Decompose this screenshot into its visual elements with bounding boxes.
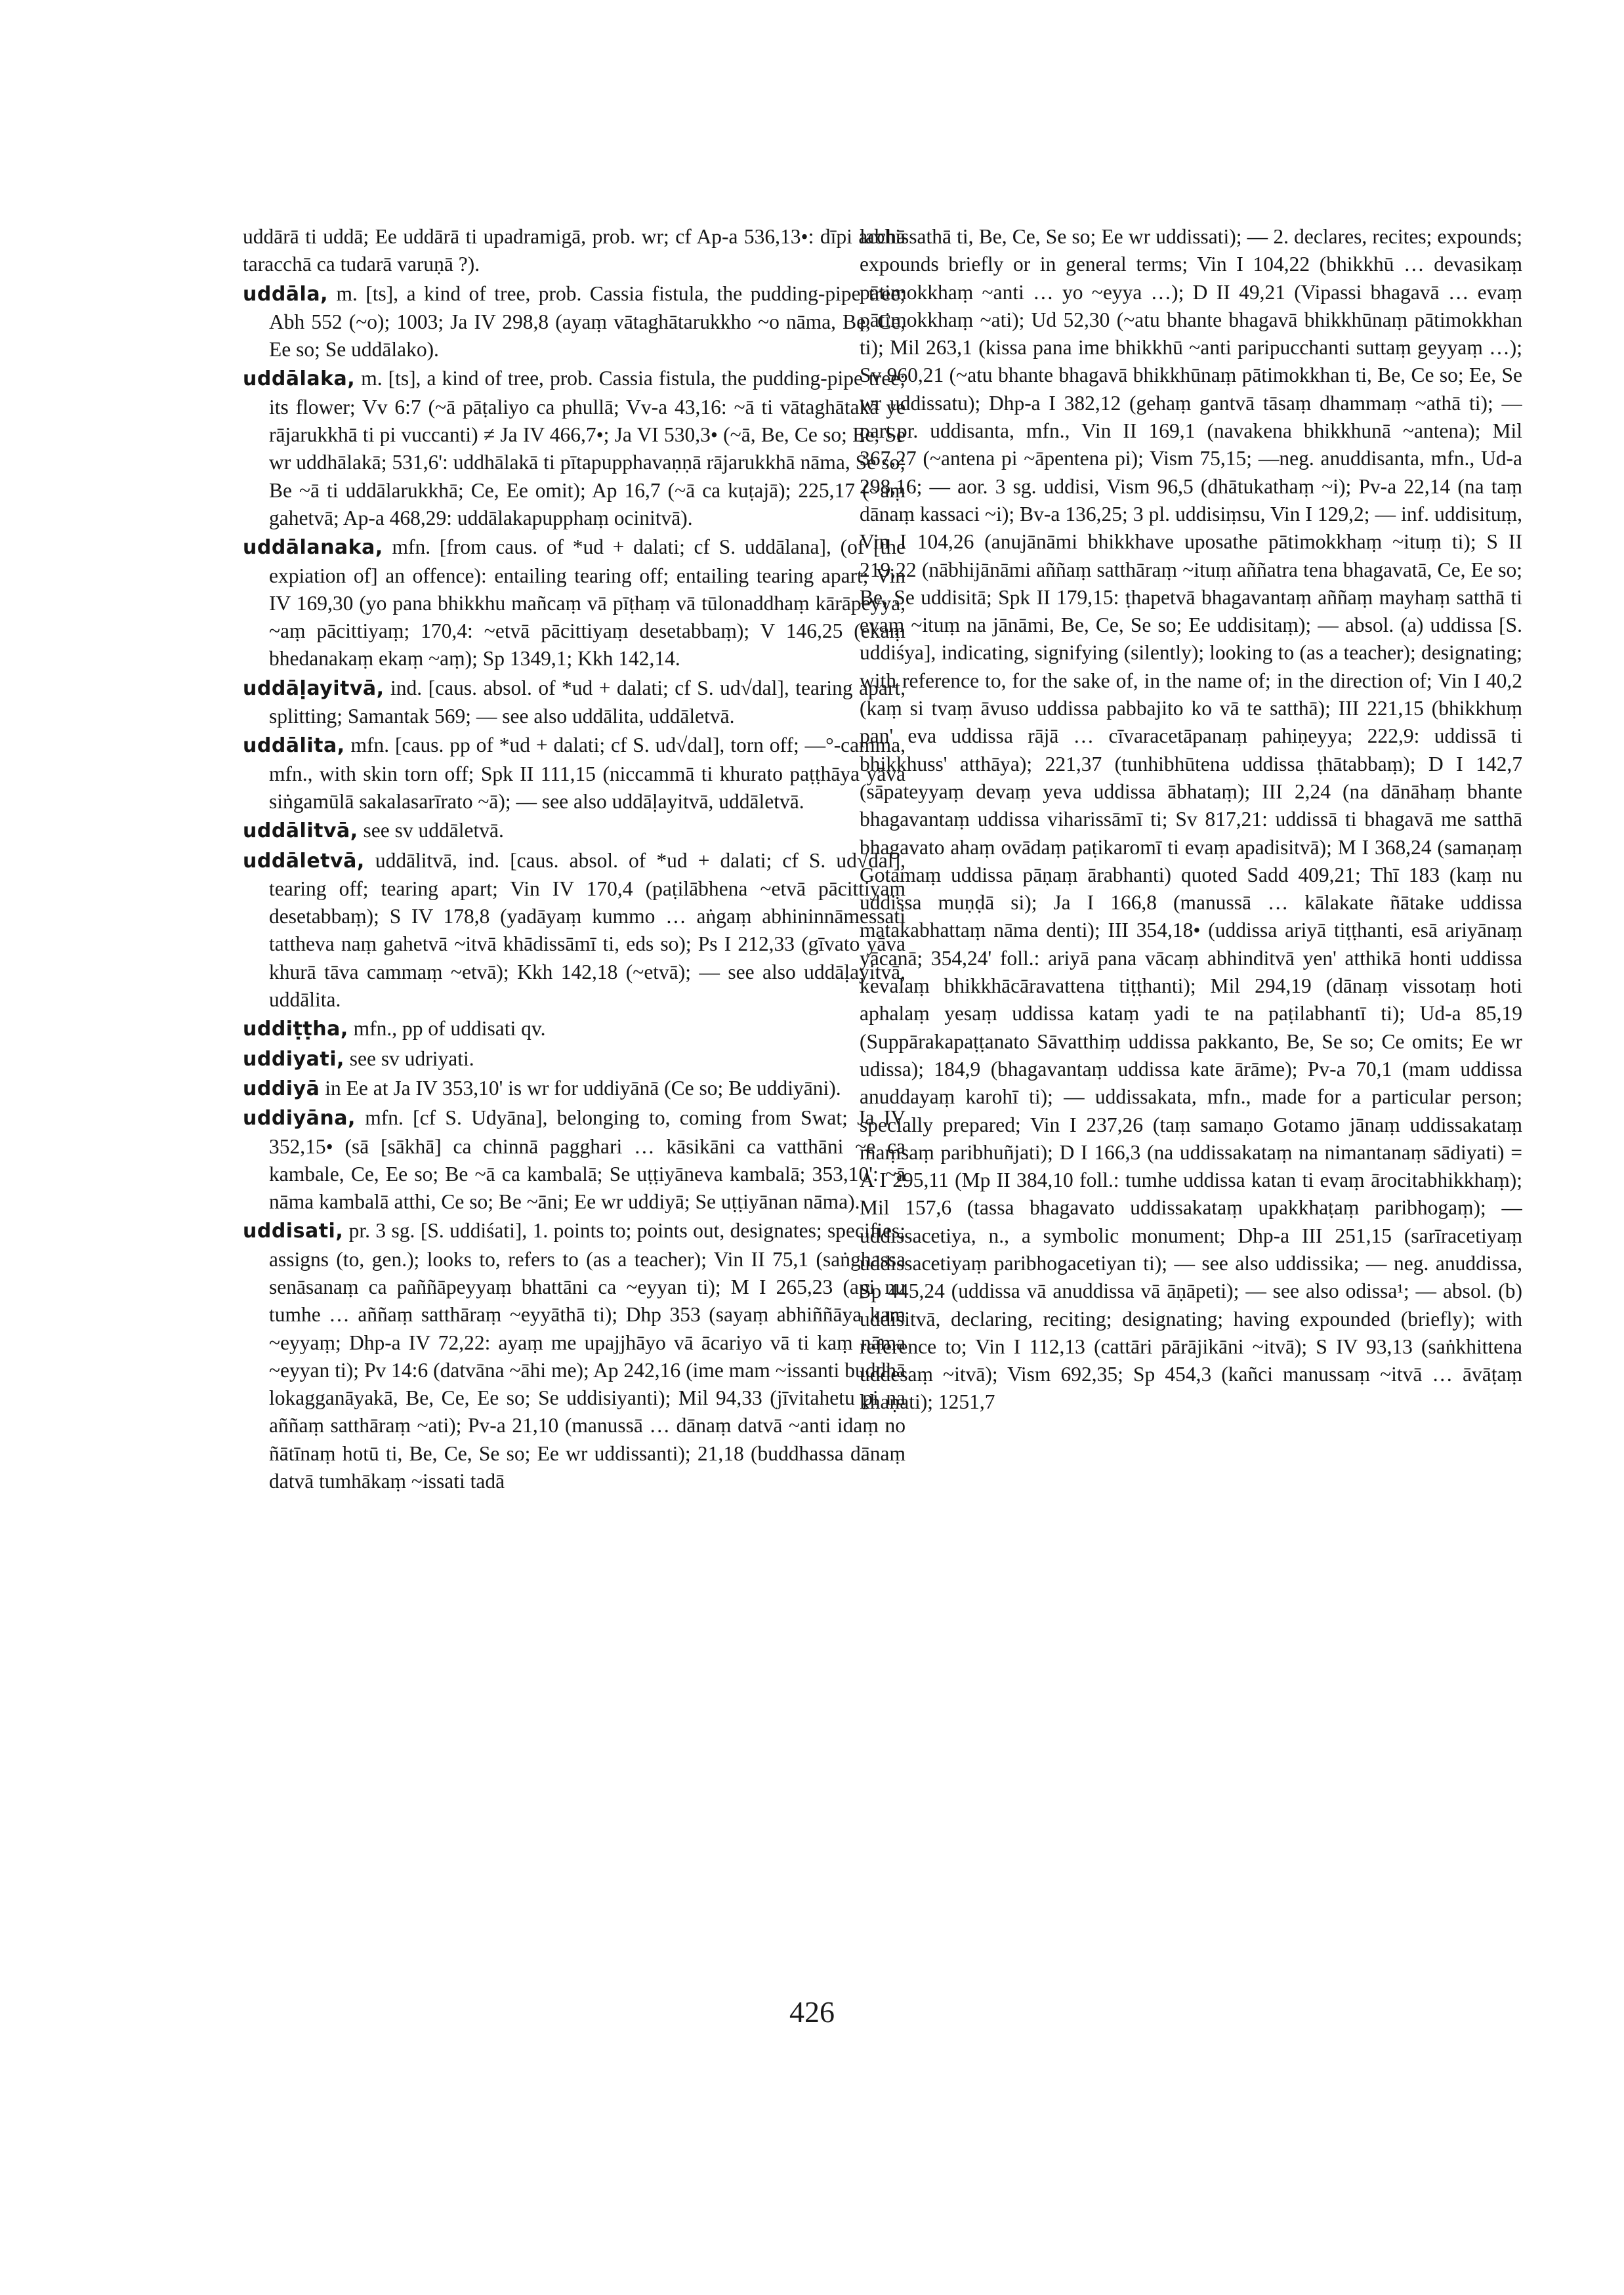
entry-text: mfn. [caus. pp of *ud + dalati; cf S. ud√dal], torn off; —°-camma, mfn., with skin torn off; Spk II 111,15 (niccammā ti khurato paṭṭhāya yāva siṅgamūlā sakalasarīrato ~ā); — see also uddāḷayitvā, uddāletvā. [269, 734, 906, 813]
headword: uddiyāna, [243, 1107, 356, 1130]
headword: uddālanaka, [243, 536, 383, 560]
headword: uddiyati, [243, 1047, 344, 1071]
dictionary-entry [243, 1217, 906, 1495]
entry-text: m. [ts], a kind of tree, prob. Cassia fistula, the pudding-pipe tree; Abh 552 (~o); 1003; Ja IV 298,8 (ayaṃ vātaghātarukkho ~o nāma, Be, Ce, Ee so; Se uddālako). [269, 281, 906, 362]
entry-text: mfn. [cf S. Udyāna], belonging to, coming from Swat; Ja IV 352,15• (sā [sākhā] ca chinnā pagghari … kāsikāni ca vatthāni ~e ca kambale, Ce, Ee so; Be ~ā ca kambalā; Se uṭṭiyāneva kambalā; 353,10': ~ā nāma kambalā atthi, Ce so; Be ~āni; Ee wr uddiyā; Se uṭṭiyānan nāma). [269, 1106, 906, 1214]
page-number: 426 [789, 1995, 835, 2029]
headword: uddiyā [243, 1077, 320, 1100]
dictionary-entry [243, 280, 906, 364]
dictionary-entry [243, 365, 906, 532]
entry-text: m. [ts], a kind of tree, prob. Cassia fistula, the pudding-pipe tree; its flower; Vv 6:7 (~ā pāṭaliyo ca phullā; Vv-a 43,16: ~ā ti vātaghātakā ye rājarukkhā ti pi vuccanti) ≠ Ja IV 466,7•; Ja VI 530,3• (~ā, Be, Ce so; Ee, Se wr uddhālakā; 531,6': uddhālakā ti pītapupphavaṇṇā rājarukkhā nāma, Se so; Be ~ā ti uddālarukkhā; Ce, Ee omit); Ap 16,7 (~ā ca kuṭajā); 225,17 (~aṃ gahetvā; Ap-a 468,29: uddālakapupphaṃ ocinitvā). [269, 367, 906, 529]
headword: uddisati, [243, 1220, 344, 1243]
right-column [860, 223, 1522, 2067]
entry-text: mfn. [from caus. of *ud + dalati; cf S. uddālana], (of [the expiation of] an offence): entailing tearing off; entailing tearing apart; Vin IV 169,30 (yo pana bhikkhu mañcaṃ vā pīṭhaṃ vā tūlonaddhaṃ kārāpeyya, ~aṃ pācittiyaṃ; 170,4: ~etvā pācittiyaṃ desetabbaṃ); V 146,25 (ekaṃ bhedanakaṃ ekaṃ ~aṃ); Sp 1349,1; Kkh 142,14. [269, 535, 906, 671]
entry-text: mfn., pp of uddisati qv. [353, 1017, 546, 1041]
entry-text: ind. [caus. absol. of *ud + dalati; cf S. ud√dal], tearing apart, splitting; Samantak 569; — see also uddālita, uddāletvā. [269, 676, 906, 728]
dictionary-entry [243, 1104, 906, 1216]
dictionary-entry [243, 1045, 906, 1073]
entry-text: pr. 3 sg. [S. uddiśati], 1. points to; points out, designates; specifies; assigns (to, gen.); looks to, refers to (as a teacher); Vin II 75,1 (saṅghassa senāsanaṃ ca paññāpeyyaṃ bhattāni ca ~eyyan ti); M I 265,23 (api nu tumhe … aññaṃ satthāraṃ ~eyyāthā ti); Dhp 353 (sayaṃ abhiññāya kam ~eyyaṃ; Dhp-a IV 72,22: ayaṃ me upajjhāyo vā ācariyo vā ti kaṃ nāma ~eyyan ti); Pv 14:6 (datvāna ~āhi me); Ap 242,16 (ime mam ~issanti buddhā lokagganāyakā, Be, Ce, Ee so; Se uddisiyanti); Mil 94,33 (jīvitahetu pi na aññaṃ satthāraṃ ~ati); Pv-a 21,10 (manussā … dānaṃ datvā ~anti idaṃ no ñātīnaṃ hotū ti, Be, Ce, Se so; Ee wr uddissanti); 21,18 (buddhassa dānaṃ datvā tumhākaṃ ~issati tadā [269, 1219, 906, 1493]
headword: uddāla, [243, 282, 328, 306]
headword: uddālaka, [243, 367, 356, 391]
dictionary-entry [243, 732, 906, 816]
entry-text: uddālitvā, ind. [caus. absol. of *ud + dalati; cf S. ud√dal], tearing off; tearing apart; Vin IV 170,4 (paṭilābhena ~etvā pācittiyaṃ desetabbaṃ); S IV 178,8 (yadāyaṃ kummo … aṅgaṃ abhininnāmessati tattheva naṃ gahetvā ~itvā khādissāmī ti, eds so); Ps I 212,33 (gīvato yāva khurā tāva cammaṃ ~etvā); Kkh 142,18 (~etvā); — see also uddāḷayitvā, uddālita. [269, 848, 906, 1012]
dictionary-entry [243, 847, 906, 1014]
headword: uddāletvā, [243, 849, 365, 873]
entry-text: see sv uddāletvā. [363, 819, 504, 842]
entry-text: uddārā ti uddā; Ee uddārā ti upadramigā, prob. wr; cf Ap-a 536,13•: dīpi acchā taracchā ca tudarā varuṇā ?). [243, 225, 906, 276]
dictionary-entry [243, 1015, 906, 1043]
dictionary-entry [243, 817, 906, 845]
headword: uddiṭṭha, [243, 1018, 348, 1041]
left-column [243, 223, 906, 2067]
dictionary-entry [860, 223, 1522, 1416]
entry-text: see sv udriyati. [349, 1046, 474, 1070]
dictionary-entry [243, 674, 906, 731]
dictionary-entry [243, 533, 906, 672]
headword: uddālitvā, [243, 819, 358, 843]
headword: uddāḷayitvā, [243, 676, 385, 700]
entry-text: in Ee at Ja IV 353,10' is wr for uddiyānā (Ce so; Be uddiyāni). [325, 1076, 841, 1100]
dictionary-entry [243, 1075, 906, 1103]
entry-text: labhissathā ti, Be, Ce, Se so; Ee wr uddissati); — 2. declares, recites; expounds; expounds briefly or in general terms; Vin I 104,22 (bhikkhū … devasikaṃ pātimokkhaṃ ~anti … yo ~eyya …); D II 49,21 (Vipassi bhagavā … evaṃ pātimokkhaṃ ~ati); Ud 52,30 (~atu bhante bhagavā bhikkhūnaṃ pātimokkhan ti); Mil 263,1 (kissa pana ime bhikkhū ~anti paripucchanti suttaṃ geyyaṃ …); Sv 960,21 (~atu bhante bhagavā bhikkhūnaṃ pātimokkhan ti, Be, Ce so; Ee, Se wr uddissatu); Dhp-a I 382,12 (gehaṃ gantvā tāsaṃ dhammaṃ ~athā ti); — part.pr. uddisanta, mfn., Vin II 169,1 (navakena bhikkhunā ~antena); Mil 367,27 (~antena pi ~āpentena pi); Vism 75,15; —neg. anuddisanta, mfn., Ud-a 298,16; — aor. 3 sg. uddisi, Vism 96,5 (dhātukathaṃ ~i); Pv-a 22,14 (na taṃ dānaṃ kassaci ~i); Bv-a 136,25; 3 pl. uddisiṃsu, Vin I 129,2; — inf. uddisituṃ, Vin I 104,26 (anujānāmi bhikkhave uposathe pātimokkhaṃ ~ituṃ ti); S II 219,22 (nābhijānāmi aññaṃ satthāraṃ ~ituṃ aññatra tena bhagavatā, Ce, Ee so; Be, Se uddisitā; Spk II 179,15: ṭhapetvā bhagavantaṃ aññaṃ mayhaṃ satthā ti evaṃ ~ituṃ na jānāmi, Be, Ce, Se so; Ee uddisitaṃ); — absol. (a) uddissa [S. uddiśya], indicating, signifying (silently); looking to (as a teacher); designating; with reference to, for the sake of, in the name of; in the direction of; Vin I 40,2 (kaṃ si tvaṃ āvuso uddissa pabbajito ko vā te satthā); III 221,15 (bhikkhuṃ pan' eva uddissa rājā … cīvaracetāpanaṃ pahiṇeyya; 222,9: uddissā ti bhikkhuss' atthāya); 221,37 (tunhibhūtena uddissa ṭhātabbaṃ); D I 142,7 (sāpateyyaṃ devaṃ yeva uddissa ābhataṃ); III 2,24 (na dānāhaṃ bhante bhagavantaṃ uddissa viharissāmī ti; Sv 817,21: uddissā ti bhagavā me satthā bhagavato ahaṃ ovādaṃ paṭikaromī ti evaṃ apadisitvā); M I 368,24 (samaṇaṃ Gotamaṃ uddissa pāṇaṃ ārabhanti) quoted Sadd 409,21; Thī 183 (kaṃ nu uddissa muṇḍā si); Ja I 166,8 (manussā … kālakate ñātake uddissa matakabhattaṃ nāma denti); III 354,18• (uddissa ariyā tiṭṭhanti, esā ariyānaṃ yācanā; 354,24' foll.: ariyā pana vācaṃ abhinditvā yen' atthikā honti uddissa kevalaṃ bhikkhācāravattena tiṭṭhanti); Mil 294,19 (dānaṃ vissotaṃ hoti aphalaṃ yesaṃ uddissa kataṃ yadi te na paṭilabhantī ti); Ud-a 85,19 (Suppārakapaṭṭanato Sāvatthiṃ uddissa pakkanto, Be, Se so; Ce omits; Ee wr udissa); 184,9 (bhagavantaṃ uddissa kate ārāme); Pv-a 70,1 (mam uddissa anuddayaṃ karohī ti); — uddissakata, mfn., made for a particular person; specially prepared; Vin I 237,26 (taṃ samaṇo Gotamo jānaṃ uddissakataṃ maṃsaṃ paribhuñjati); D I 166,3 (na uddissakataṃ na nimantanaṃ sādiyati) = A I 295,11 (Mp II 384,10 foll.: tumhe uddissa katan ti evaṃ ārocitabhikkhaṃ); Mil 157,6 (tassa bhagavato uddissakataṃ upakkhaṭaṃ paribhogaṃ); — uddissacetiya, n., a symbolic monument; Dhp-a III 251,15 (sarīracetiyaṃ uddissacetiyaṃ paribhogacetiyan ti); — see also uddissika; — neg. anuddissa, Sp 445,24 (uddissa vā anuddissa vā āṇāpeti); — see also odissa¹; — absol. (b) uddisitvā, declaring, reciting; designating; having expounded (briefly); with reference to; Vin I 112,13 (cattāri pārājikāni ~itvā); S IV 93,13 (saṅkhittena uddesaṃ ~itvā); Vism 692,35; Sp 454,3 (kañci manussaṃ ~itvā … āvāṭaṃ khaṇati); 1251,7 [860, 225, 1522, 1414]
headword: uddālita, [243, 734, 345, 758]
dictionary-entry [243, 223, 906, 279]
